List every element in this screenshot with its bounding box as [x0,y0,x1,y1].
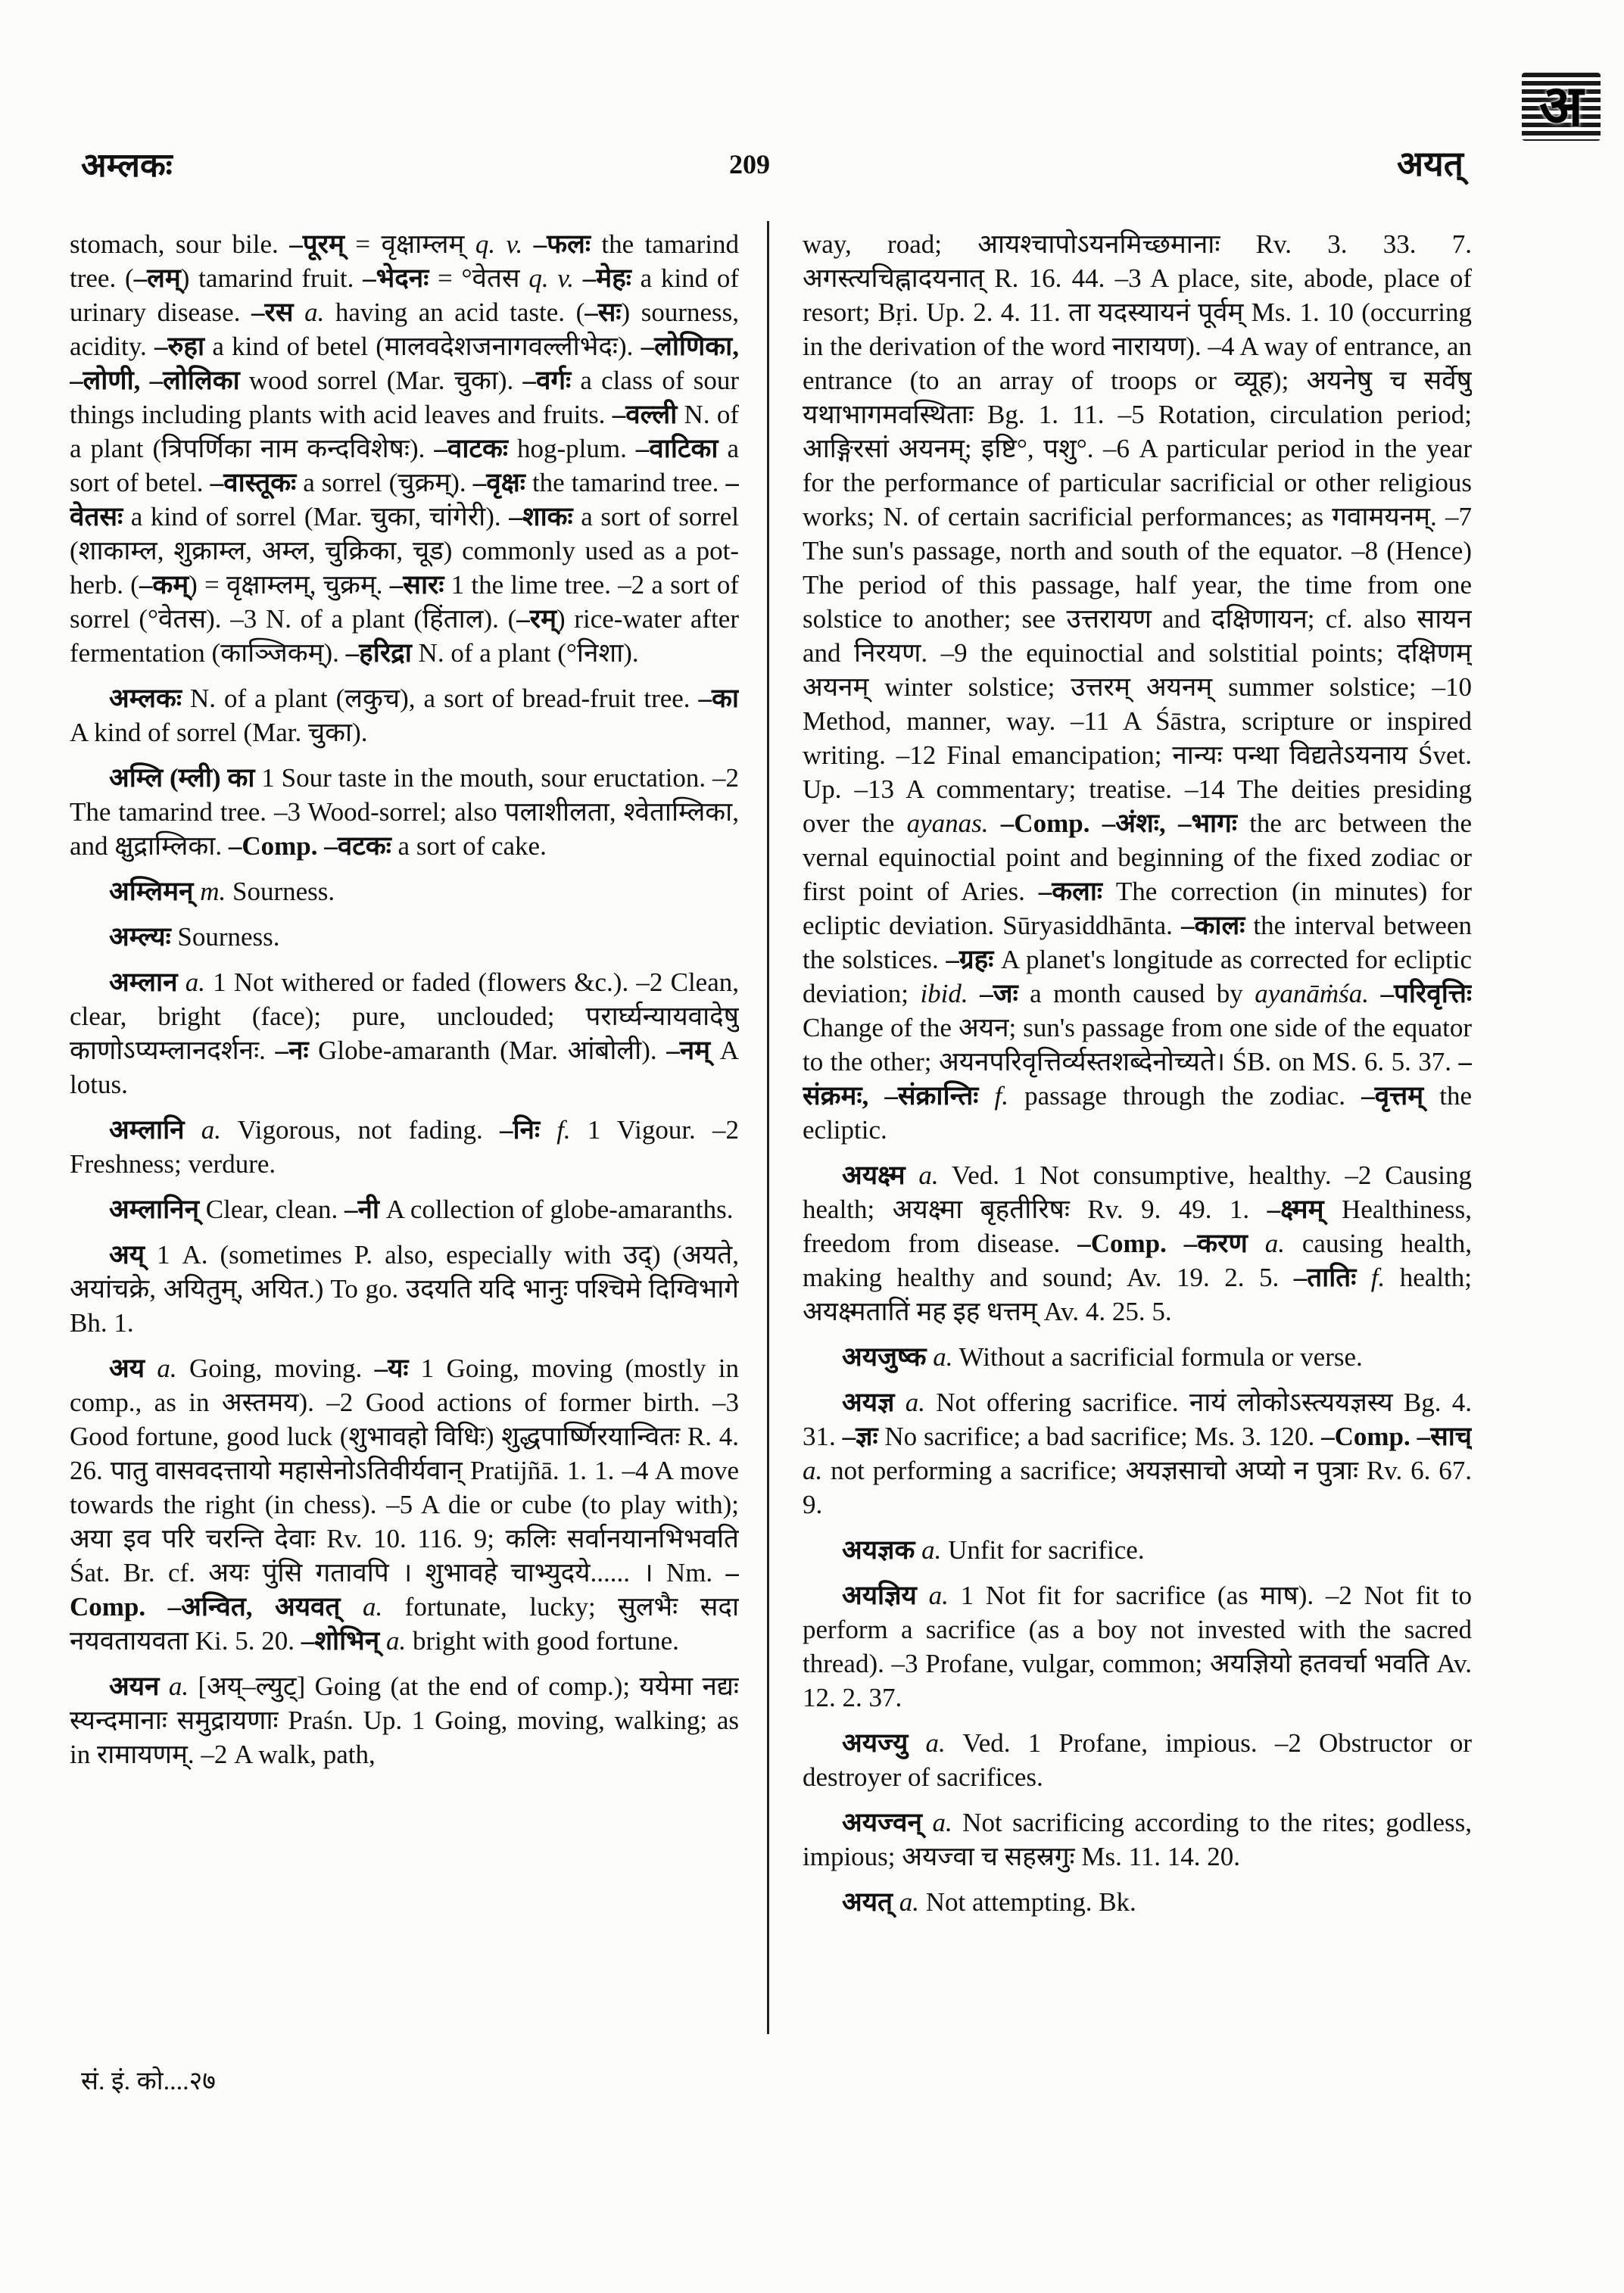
headword: अम्लानि [109,1115,185,1145]
dictionary-entry [70,761,739,863]
bold-term: –रम् [516,604,556,634]
dictionary-entry [70,1669,739,1771]
bold-term: –Comp. [70,1558,739,1622]
column-divider [767,221,769,2034]
text-run: The correction (in minutes) for ecliptic deviation. Sūryasiddhānta. [803,877,1472,940]
bold-term: –वास्तूकः [210,468,297,497]
text-run [988,808,1000,838]
bold-term: –Comp. [1000,808,1090,838]
bold-term: –लम् [133,263,181,293]
bold-term: –वाटिका [635,434,718,463]
dictionary-entry [803,1158,1472,1329]
text-run: ) rice-water after fermentation (काञ्जिकम्). [70,604,739,668]
text-run: Going, moving. [176,1354,375,1383]
text-run [922,1808,932,1837]
text-run: a month caused by [1018,979,1255,1008]
right-column [803,227,1472,2044]
text-run [317,831,324,861]
text-run: = वृक्षाम्लम् [344,229,475,259]
bold-term: –कलाः [1038,877,1102,906]
text-run: a sort of cake. [391,831,547,861]
italic-term: ayanāṁśa. [1255,979,1369,1008]
italic-term: a. [803,1456,823,1485]
text-run: Sourness. [170,922,280,952]
bold-term: –Comp. [1321,1422,1410,1451]
text-run [1089,808,1102,838]
headword: अय [109,1354,145,1383]
dictionary-entry [803,1578,1472,1715]
text-run: Ved. 1 Profane, impious. –2 Obstructor or destroyer of sacrifices. [803,1728,1472,1792]
bold-term: –वटकः [324,831,391,861]
italic-term: f. [1370,1263,1386,1292]
continued-text [803,227,1472,1147]
text-run [1248,1229,1265,1258]
text-run: having an acid taste. ( [324,298,585,327]
text-run: 1 A. (sometimes P. also, especially with उद्) (अयते, अयांचक्रे, अयितुम्, अयित.) To go. उदयति यदि भानुः पश्चिमे दिग्विभागे Bh. 1. [70,1240,739,1338]
bold-term: –वाटकः [434,434,508,463]
bold-term: –निः [499,1115,541,1145]
page-number: 209 [729,149,770,179]
bold-term: –साच् [1417,1422,1472,1451]
text-run: the ecliptic. [803,1081,1472,1145]
headword: अम्लि (म्ली) का [109,763,255,793]
bold-term: –ज्ञः [842,1422,878,1451]
text-run [894,1388,905,1417]
headword: अय् [109,1240,145,1270]
footer-signature: सं. इं. को....२७ [81,2067,216,2095]
bold-term: –संक्रमः, –संक्रान्तिः [803,1047,1472,1111]
dictionary-entry [803,1805,1472,1874]
text-run: 1 Sour taste in the mouth, sour eructation. –2 The tamarind tree. –3 Wood-sorrel; also पलाशीलता, श्वेताम्लिका, and क्षुद्राम्लिका. [70,763,739,861]
text-run: a sort of sorrel (शाकाम्ल, शुक्राम्ल, अम्ल, चुक्रिका, चूड) commonly used as a pot-herb. ( [70,502,739,600]
italic-term: a. [157,1354,177,1383]
bold-term: –कालः [1181,911,1245,940]
dictionary-entry [803,1385,1472,1522]
text-run: ) tamarind fruit. [180,263,363,293]
headword: अयजुष्क [842,1342,927,1372]
italic-term: a. [385,1626,407,1656]
headword: अम्लिमन् [109,877,194,906]
bold-term: –सारः [389,570,444,600]
text-run: a sort of betel. [70,434,739,497]
dictionary-entry [70,920,739,954]
headword: अयन [109,1671,160,1701]
text-run: Clear, clean. [199,1195,344,1224]
bold-term: –पूरम् [289,229,344,259]
text-run: passage through the zodiac. [1008,1081,1362,1111]
text-run: Change of the अयन; sun's passage from one side of the equator to the other; अयनपरिवृत्तिर्व्यस्तशब्देनोच्यते। ŚB. on MS. 6. 5. 37. [803,1013,1472,1076]
text-run [340,1592,362,1622]
text-run [968,979,980,1008]
italic-term: a. [933,1342,953,1372]
text-run: the arc between the vernal equinoctial point and beginning of the fixed zodiac or first point of Aries. [803,808,1472,906]
italic-term: q. v. [528,263,575,293]
continued-text [70,227,739,670]
text-run [159,1671,168,1701]
dictionary-entry [70,1113,739,1181]
text-run: N. of a plant (त्रिपर्णिका नाम कन्दविशेषः). [70,400,739,463]
bold-term: –ग्रहः [946,945,994,974]
bold-term: –लोणिका, –लोणी, –लोलिका [70,332,739,395]
italic-term: a. [925,1728,946,1758]
bold-term: –वल्ली [612,400,678,429]
bold-term: –वृत्तम् [1361,1081,1424,1111]
bold-term: –करण [1183,1229,1248,1258]
bold-term: –शोभिन् [301,1626,380,1656]
bold-term: –नः [275,1036,309,1065]
text-run: Unfit for sacrifice. [941,1535,1145,1565]
text-run: 1 Not fit for sacrifice (as माष). –2 Not fit to perform a sacrifice (as a boy not invested with the sacred thread). –3 Profane, vulgar, common; अयज्ञियो हतवर्चा भवति Av. 12. 2. 37. [803,1581,1472,1712]
bold-term: –मेहः [582,263,631,293]
text-run [145,1592,167,1622]
bold-term: –रस [251,298,294,327]
dictionary-entry [70,1238,739,1340]
bold-term: –अन्वित, अयवत् [167,1592,341,1622]
headword: अम्लकः [109,684,182,713]
bold-term: –तातिः [1293,1263,1357,1292]
text-run [574,263,583,293]
bold-term: –भेदनः [363,263,429,293]
italic-term: a. [899,1887,919,1917]
italic-term: a. [201,1115,222,1145]
bold-term: –परिवृत्तिः [1380,979,1472,1008]
thumb-index-letter: अ [1538,75,1584,139]
text-run [145,1354,157,1383]
text-run [1410,1422,1417,1451]
italic-term: ayanas. [906,808,989,838]
text-run: a sorrel (चुक्रम्). [296,468,473,497]
italic-term: q. v. [475,229,523,259]
text-run: the interval between the solstices. [803,911,1472,974]
text-run: way, road; आयश्चापोऽयनमिच्छमानाः Rv. 3. 33. 7. अगस्त्यचिह्नादयनात् R. 16. 44. –3 A place, site, abode, place of resort; Bṛi. Up. 2. 4. 11. ता यदस्यायनं पूर्वम् Ms. 1. 10 (occurring in the derivation of the word नारायण). –4 A way of entrance, an entrance (to an array of troops or व्यूह); अयनेषु च सर्वेषु यथाभागमवस्थिताः Bg. 1. 11. –5 Rotation, circulation period; आङ्गिरसां अयनम्; इष्टि°, पशु°. –6 A particular period in the year for the performance of particular sacrificial or other religious works; N. of certain sacrificial performances; as गवामयनम्. –7 The sun's passage, north and south of the equator. –8 (Hence) The period of this passage, half year, the time from one solstice to another; see उत्तरायण and दक्षिणायन; cf. also सायन and निरयण. –9 the equinoctial and solstitial points; दक्षिणम् अयनम् winter solstice; उत्तरम् अयनम् summer solstice; –10 Method, manner, way. –11 A Śāstra, scripture or inspired writing. –12 Final emancipation; नान्यः पन्था विद्यतेऽयनाय Śvet. Up. –13 A commentary; treatise. –14 The deities presiding over the [803,229,1472,838]
text-run [915,1535,921,1565]
text-run: Not attempting. Bk. [919,1887,1136,1917]
text-run: Sourness. [226,877,335,906]
dictionary-entry [70,965,739,1101]
bold-term: –शाकः [509,502,573,531]
dictionary-entry [803,1340,1472,1374]
bold-term: –जः [980,979,1018,1008]
headword: अयक्ष्म [842,1161,906,1190]
bold-term: –वेतसः [70,468,739,531]
italic-term: m. [200,877,226,906]
text-run [1167,1229,1184,1258]
bold-term: –नी [344,1195,379,1224]
dictionary-entry [70,1192,739,1226]
italic-term: a. [168,1671,189,1701]
text-run: the tamarind tree. ( [70,229,739,293]
thumb-index-tab [1522,73,1601,141]
text-run: Vigorous, not fading. [221,1115,500,1145]
text-run [379,1626,386,1656]
bold-term: –कम् [139,570,189,600]
text-run: health; अयक्ष्मतातिं मह इह धत्तम् Av. 4. 25. 5. [803,1263,1472,1326]
text-run [185,1115,201,1145]
headword: अम्लानिन् [109,1195,200,1224]
bold-term: –फलः [533,229,591,259]
text-run: a class of sour things including plants with acid leaves and fruits. [70,366,739,429]
text-run: ) = वृक्षाम्लम्, चुक्रम्. [189,570,390,600]
text-run: N. of a plant (लकुच), a sort of bread-fruit tree. [181,684,699,713]
right-guide-word: अयत् [1396,145,1463,183]
text-run: stomach, sour bile. [70,229,290,259]
headword: अयज्यु [842,1728,909,1758]
bold-term: –वृक्षः [472,468,525,497]
bold-term: –सः [584,298,622,327]
text-run [1369,979,1380,1008]
text-run: [अय्–ल्युट्] Going (at the end of comp.); ययेमा नद्यः स्यन्दमानाः समुद्रायणाः Praśn. Up. 1 Going, moving, walking; as in रामायणम्. –2 A walk, path, [70,1671,739,1769]
bold-term: –अंशः, –भागः [1102,808,1237,838]
italic-term: a. [921,1535,942,1565]
bold-term: –का [698,684,739,713]
dictionary-entry [803,1726,1472,1794]
left-guide-word: अम्लकः [81,147,173,184]
text-run [893,1887,899,1917]
text-run [193,877,200,906]
text-run: 1 Going, moving (mostly in comp., as in अस्तमय). –2 Good actions of former birth. –3 Good fortune, good luck (शुभावहो विधिः) शुद्धपार्ष्णिरयान्वितः R. 4. 26. पातु वासवदत्तायो महासेनोऽतिवीर्यवान् Pratijñā. 1. 1. –4 A move towards the right (in chess). –5 A die or cube (to play with); अया इव परि चरन्ति देवाः Rv. 10. 116. 9; कलिः सर्वानयानभिभवति Śat. Br. cf. अयः पुंसि गतावपि । शुभावहे चाभ्युदये...... । Nm. [70,1354,739,1587]
text-run: a kind of betel (मालवदेशजनागवल्लीभेदः). [204,332,641,361]
text-run: hog-plum. [507,434,636,463]
italic-term: a. [362,1592,383,1622]
left-column [70,227,739,2044]
text-run [906,1161,919,1190]
bold-term: –Comp. [1077,1229,1167,1258]
text-run: wood sorrel (Mar. चुका). [239,366,523,395]
text-run [1356,1263,1370,1292]
bold-term: –वर्गः [522,366,572,395]
text-run: 1 the lime tree. –2 a sort of sorrel (°वेतस). –3 N. of a plant (हिंताल). ( [70,570,739,634]
text-run: Not offering sacrifice. नायं लोकोऽस्त्ययज्ञस्य Bg. 4. 31. [803,1388,1472,1451]
bold-term: –Comp. [228,831,318,861]
italic-term: a. [1264,1229,1285,1258]
bold-term: –हरिद्रा [345,638,412,668]
italic-term: a. [928,1581,949,1610]
text-run: Globe-amaranth (Mar. आंबोली). [308,1036,667,1065]
italic-term: ibid. [920,979,968,1008]
headword: अयज्ञिय [842,1581,917,1610]
headword: अयत् [842,1887,893,1917]
text-run [917,1581,929,1610]
text-run: a kind of sorrel (Mar. चुका, चांगेरी). [123,502,510,531]
text-run [978,1081,994,1111]
text-run: fortunate, lucky; सुलभैः सदा नयवतायवता Ki. 5. 20. [70,1592,739,1656]
text-run: No sacrifice; a bad sacrifice; Ms. 3. 120. [877,1422,1322,1451]
text-run [927,1342,934,1372]
bold-term: –नम् [666,1036,711,1065]
headword: अयज्वन् [842,1808,922,1837]
dictionary-entry [70,874,739,908]
dictionary-entry [70,681,739,749]
headword: अयज्ञ [842,1388,895,1417]
dictionary-entry [803,1885,1472,1919]
text-run: N. of a plant (°निशा). [411,638,639,668]
text-run [908,1728,925,1758]
text-run: bright with good fortune. [406,1626,679,1656]
headword: अम्ल्यः [109,922,171,952]
text-run [294,298,305,327]
text-run: a kind of urinary disease. [70,263,739,327]
text-run: Not sacrificing according to the rites; godless, impious; अयज्वा च सहस्रगुः Ms. 11. 14. 20. [803,1808,1472,1871]
italic-term: f. [556,1115,571,1145]
text-run: A planet's longitude as corrected for ecliptic deviation; [803,945,1472,1008]
text-run: A collection of globe-amaranths. [379,1195,734,1224]
headword: अम्लान [109,967,178,997]
italic-term: a. [932,1808,952,1837]
text-run: Healthiness, freedom from disease. [803,1195,1472,1258]
text-run: A lotus. [70,1036,739,1099]
dictionary-entry [803,1533,1472,1567]
text-run: 1 Vigour. –2 Freshness; verdure. [70,1115,739,1179]
bold-term: –यः [374,1354,409,1383]
bold-term: –क्ष्मम् [1267,1195,1324,1224]
text-run [522,229,533,259]
text-run: = °वेतस [429,263,529,293]
text-run [540,1115,556,1145]
headword: अयज्ञक [842,1535,915,1565]
dictionary-entry [70,1351,739,1658]
text-run: Without a sacrificial formula or verse. [952,1342,1363,1372]
bold-term: –रुहा [154,332,205,361]
italic-term: f. [994,1081,1008,1111]
text-run: A kind of sorrel (Mar. चुका). [70,718,368,747]
text-run: Ved. 1 Not consumptive, healthy. –2 Causing health; अयक्ष्मा बृहतीरिषः Rv. 9. 49. 1. [803,1161,1472,1224]
text-run [178,967,185,997]
text-run: 1 Not withered or faded (flowers &c.). –2 Clean, clear, bright (face); pure, unclouded; परार्घ्यन्यायवादेषु काणोऽप्यम्लानदर्शनः. [70,967,739,1065]
italic-term: a. [304,298,325,327]
italic-term: a. [905,1388,925,1417]
italic-term: a. [185,967,205,997]
text-run: not performing a sacrifice; अयज्ञसाचो अप्यो न पुत्राः Rv. 6. 67. 9. [803,1456,1472,1519]
text-run: causing health, making healthy and sound; Av. 19. 2. 5. [803,1229,1472,1292]
text-run: the tamarind tree. [525,468,726,497]
italic-term: a. [918,1161,939,1190]
text-run: ) sourness, acidity. [70,298,739,361]
